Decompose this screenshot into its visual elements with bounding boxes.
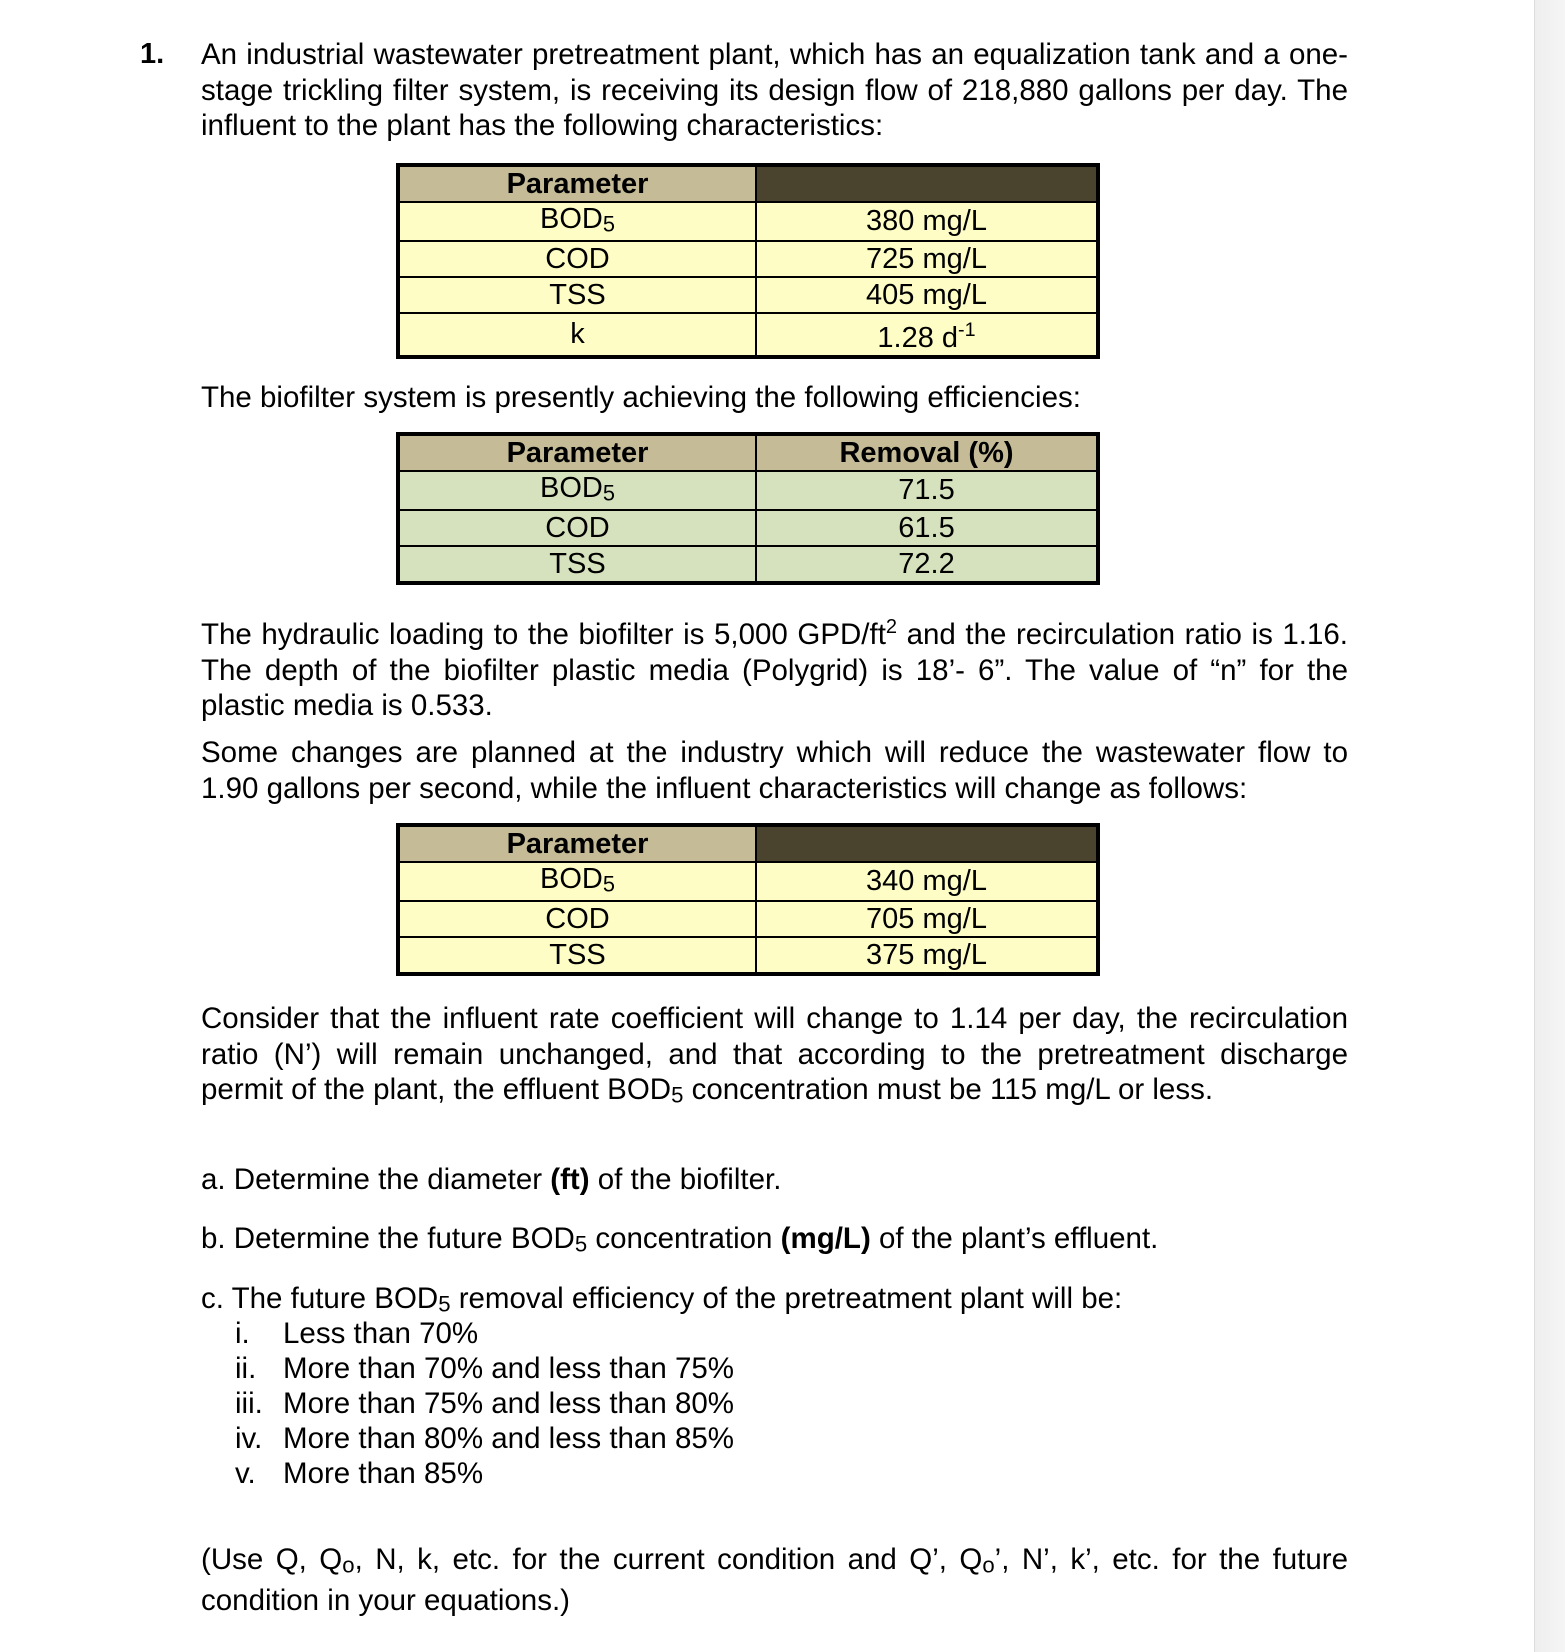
table-row [398,241,1098,277]
future-influent-table [396,823,1100,976]
changes-text: Some changes are planned at the industry which will reduce the wastewater flow to 1.90 gallons per second, while the influent characteristics will change as follows: [201,736,1348,805]
value-cell: 340 mg/L [756,862,1098,901]
influent-table [396,163,1100,359]
part-b: b. Determine the future BOD5 concentration (mg/L) of the plant’s effluent. [201,1222,1159,1257]
table-row [398,937,1098,974]
list-item: iv. More than 80% and less than 85% [235,1422,734,1455]
param-cell: TSS [398,937,756,974]
param-cell: BOD5 [398,862,756,901]
part-a: a. Determine the diameter (ft) of the biofilter. [201,1163,782,1196]
consider-text: Consider that the influent rate coefficient will change to 1.14 per day, the recirculation ratio (N’) will remain unchanged, and that according to the pretreatment discharge permit of the plant, the effluent BOD5 concentration must be 115 mg/L or less. [201,1002,1348,1108]
param-cell: TSS [398,277,756,313]
value-cell: 705 mg/L [756,901,1098,937]
efficiency-table [396,432,1100,585]
table-header-blank [756,825,1098,862]
list-item: iii. More than 75% and less than 80% [235,1387,734,1420]
value-cell: 1.28 $d^{-1}$ [756,313,1098,357]
value-cell: 71.5 [756,471,1098,510]
param-cell: COD [398,510,756,546]
question-number: 1. [140,38,165,70]
param-cell: COD [398,901,756,937]
value-cell: 375 mg/L [756,937,1098,974]
list-item: v. More than 85% [235,1457,484,1490]
table-header-removal: Removal (%) [756,434,1098,471]
param-cell: BOD5 [398,471,756,510]
options-list [235,1316,734,1491]
table-row [398,862,1098,901]
param-cell: TSS [398,546,756,583]
table-header-blank [756,165,1098,202]
page-edge-strip [1534,0,1565,1652]
efficiency-text: The biofilter system is presently achieving the following efficiencies: [201,381,1081,414]
param-cell: BOD5 [398,202,756,241]
list-item: i. Less than 70% [235,1317,479,1350]
table-row [398,202,1098,241]
value-cell: 405 mg/L [756,277,1098,313]
table-row [398,901,1098,937]
table-row [398,277,1098,313]
part-c: c. The future BOD5 removal efficiency of the pretreatment plant will be: [201,1282,1123,1317]
table-row [398,471,1098,510]
table-row [398,546,1098,583]
value-cell: 725 mg/L [756,241,1098,277]
question-intro: An industrial wastewater pretreatment plant, which has an equalization tank and a one-stage trickling filter system, is receiving its design flow of 218,880 gallons per day. The influent to the plant has the following characteristics: [201,38,1348,142]
table-header-parameter: Parameter [398,825,756,862]
notation-note: (Use Q, Qo, N, k, etc. for the current condition and Q’, Qo’, N’, k’, etc. for the future condition in your equations.) [201,1543,1348,1617]
table-header-parameter: Parameter [398,165,756,202]
table-header-parameter: Parameter [398,434,756,471]
value-cell: 61.5 [756,510,1098,546]
value-cell: 380 mg/L [756,202,1098,241]
hydraulic-text: The hydraulic loading to the biofilter is 5,000 GPD/$ft^2$ and the recirculation ratio is 1.16. The depth of the biofilter plastic media (Polygrid) is 18’- 6”. The value of “n” for the plastic media is 0.533. [201,616,1348,723]
param-cell: COD [398,241,756,277]
table-row [398,510,1098,546]
param-cell: k [398,313,756,357]
list-item: ii. More than 70% and less than 75% [235,1352,734,1385]
table-row [398,313,1098,357]
value-cell: 72.2 [756,546,1098,583]
